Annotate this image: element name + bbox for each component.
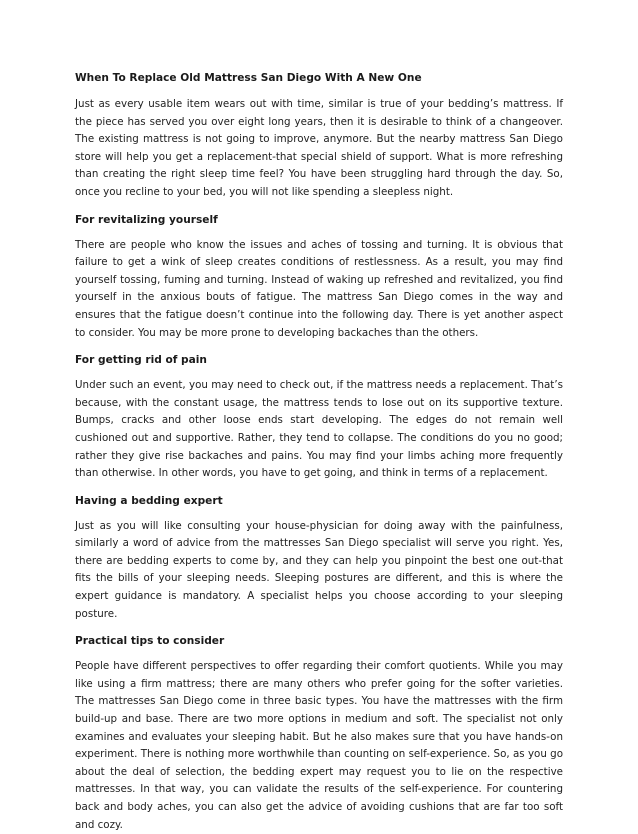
section-heading-pain: For getting rid of pain — [75, 354, 207, 367]
section-body-pain: Under such an event, you may need to check out, if the mattress needs a replacement. That’s because, with the constant usage, the mattress tends to lose out on its supportive texture. Bumps, cracks and other loose ends start developing. The edges do not remain well cushioned out and supportive. Rather, they tend to collapse. The conditions do you no good; rather they give rise backaches and pains. You may find your limbs aching more frequently than otherwise. In other words, you have to get going, and think in terms of a replacement. — [75, 379, 563, 480]
section-heading-bedding-expert: Having a bedding expert — [75, 494, 223, 507]
section-body-revitalizing: There are people who know the issues and aches of tossing and turning. It is obvious that failure to get a wink of sleep creates conditions of restlessness. As a result, you may find yourself tossing, fuming and turning. Instead of waking up refreshed and revitalized, you find yourself in the anxious bouts of fatigue. The mattress San Diego comes in the way and ensures that the fatigue doesn’t continue into the following day. There is yet another aspect to consider. You may be more prone to developing backaches than the others. — [75, 238, 563, 339]
document-title: When To Replace Old Mattress San Diego With A New One — [75, 72, 422, 84]
intro-paragraph: Just as every usable item wears out with time, similar is true of your bedding’s mattress. If the piece has served you over eight long years, then it is desirable to think of a changeover. The existing mattress is not going to improve, anymore. But the nearby mattress San Diego store will help you get a replacement-that special shield of support. What is more refreshing than creating the right sleep time feel? You have been struggling hard through the day. So, once you recline to your bed, you will not like spending a sleepless night. — [75, 98, 563, 198]
section-body-bedding-expert: Just as you will like consulting your house-physician for doing away with the painfulness, similarly a word of advice from the mattresses San Diego specialist will serve you right. Yes, there are bedding experts to come by, and they can help you pinpoint the best one out-that fits the bills of your sleeping needs. Sleeping postures are different, and this is where the expert guidance is mandatory. A specialist helps you choose according to your sleeping posture. — [75, 519, 563, 620]
section-body-practical-tips: People have different perspectives to offer regarding their comfort quotients. While you may like using a firm mattress; there are many others who prefer going for the softer varieties. The mattresses San Diego come in three basic types. You have the mattresses with the firm build-up and base. There are two more options in medium and soft. The specialist not only examines and evaluates your sleeping habit. But he also makes sure that you have hands-on experiment. There is nothing more worthwhile than counting on self-experience. So, as you go about the deal of selection, the bedding expert may request you to lie on the respective mattresses. In that way, you can validate the results of the self-experience. For countering back and body aches, you can also get the advice of avoiding cushions that are far too soft and cozy. — [75, 660, 563, 831]
document-page — [75, 70, 563, 834]
section-heading-practical-tips: Practical tips to consider — [75, 635, 225, 648]
section-heading-revitalizing: For revitalizing yourself — [75, 213, 218, 226]
